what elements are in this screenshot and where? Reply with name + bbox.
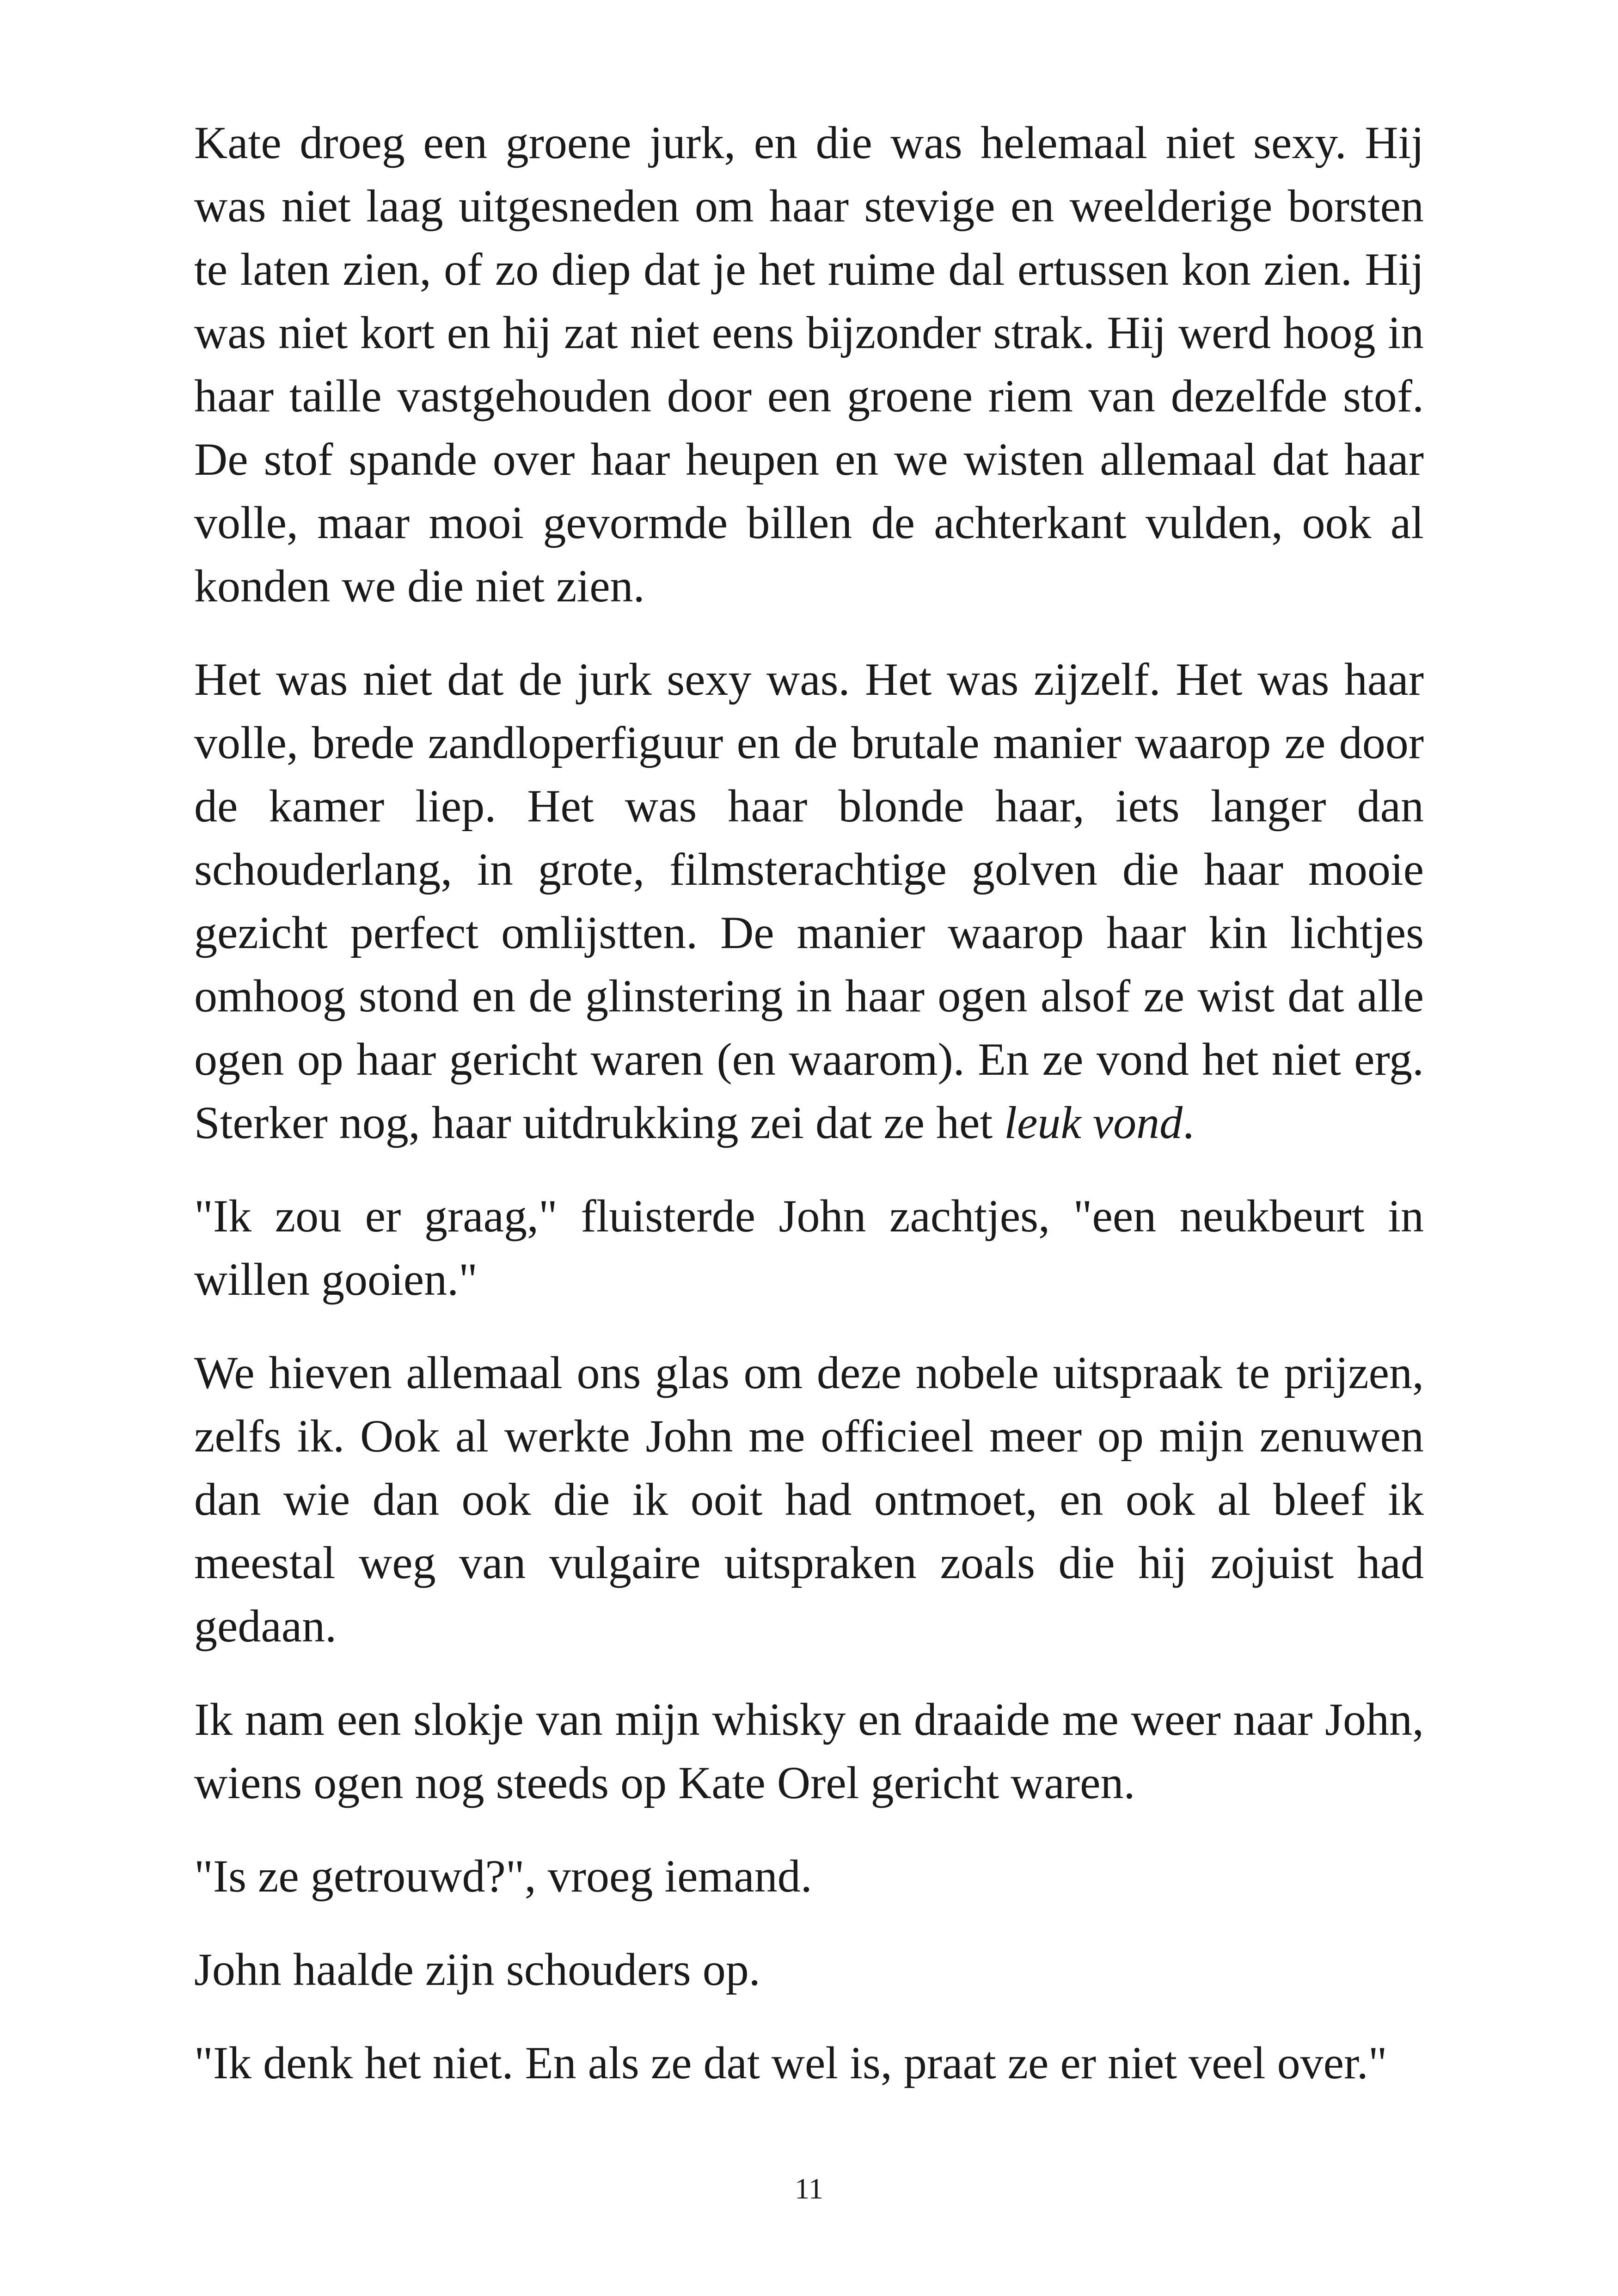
paragraph-2-end: . xyxy=(1183,1097,1195,1148)
paragraph-4: We hieven allemaal ons glas om deze nobele uitspraak te prijzen, zelfs ik. Ook al werkte John me officieel meer op mijn zenuwen dan wie dan ook die ik ooit had ontmoet, en ook al bleef ik meestal weg van vulgaire uitspraken zoals die hij zojuist had gedaan. xyxy=(194,1347,1424,1652)
paragraph-1: Kate droeg een groene jurk, en die was helemaal niet sexy. Hij was niet laag uitgesneden om haar stevige en weelderige borsten te laten zien, of zo diep dat je het ruime dal ertussen kon zien. Hij was niet kort en hij zat niet eens bijzonder strak. Hij werd hoog in haar taille vastgehouden door een groene riem van dezelfde stof. De stof spande over haar heupen en we wisten allemaal dat haar volle, maar mooi gevormde billen de achterkant vulden, ook al konden we die niet zien. xyxy=(194,117,1424,612)
paragraph-6: "Is ze getrouwd?", vroeg iemand. xyxy=(194,1850,812,1902)
paragraph-8: "Ik denk het niet. En als ze dat wel is, praat ze er niet veel over." xyxy=(194,2037,1387,2088)
paragraph-5: Ik nam een slokje van mijn whisky en draaide me weer naar John, wiens ogen nog steeds op Kate Orel gericht waren. xyxy=(194,1694,1424,1808)
paragraph-3: "Ik zou er graag," fluisterde John zachtjes, "een neukbeurt in willen gooien." xyxy=(194,1190,1424,1305)
paragraph-2-text: Het was niet dat de jurk sexy was. Het was zijzelf. Het was haar volle, brede zandloperfiguur en de brutale manier waarop ze door de kamer liep. Het was haar blonde haar, iets langer dan schouderlang, in grote, filmsterachtige golven die haar mooie gezicht perfect omlijstten. De manier waarop haar kin lichtjes omhoog stond en de glinstering in haar ogen alsof ze wist dat alle ogen op haar gericht waren (en waarom). En ze vond het niet erg. Sterker nog, haar uitdrukking zei dat ze het xyxy=(194,654,1424,1148)
paragraph-2 xyxy=(194,648,1424,1154)
page-number: 11 xyxy=(795,2172,823,2205)
book-page-body xyxy=(194,111,1424,2125)
paragraph-2-italic: leuk vond xyxy=(1004,1097,1183,1148)
paragraph-7: John haalde zijn schouders op. xyxy=(194,1944,760,1995)
